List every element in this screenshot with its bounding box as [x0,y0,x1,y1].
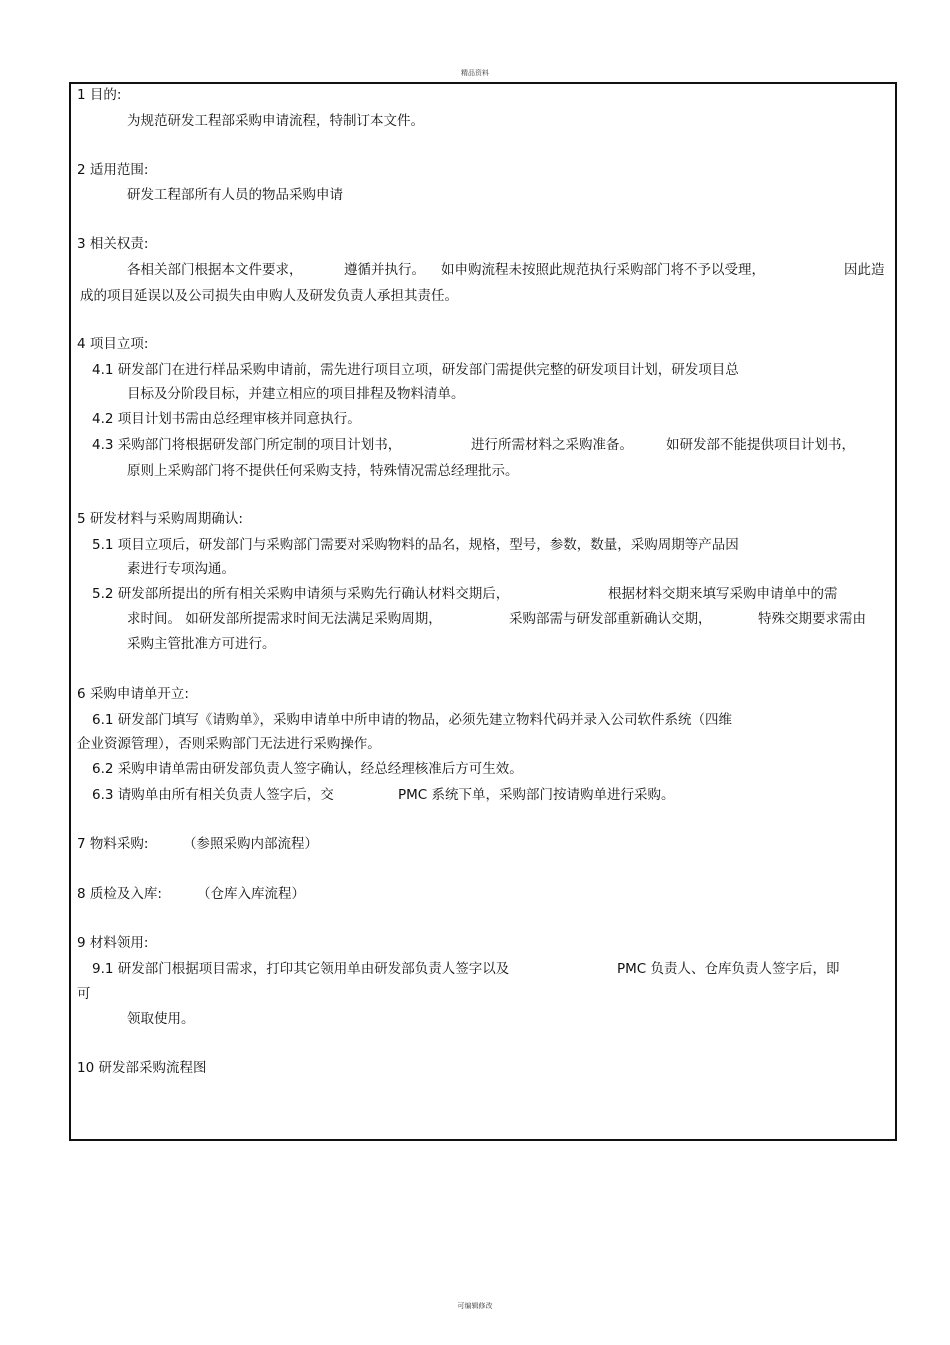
section-2-title: 2 适用范围: [77,162,149,178]
section-4-title: 4 项目立项: [77,336,149,352]
section-6-item2: 6.2 采购申请单需由研发部负责人签字确认，经总经理核准后方可生效。 [92,761,523,777]
section-8-title: 8 质检及入库: [77,886,162,902]
section-5-item2e: 特殊交期要求需由 [758,611,866,627]
section-3-title: 3 相关权责: [77,236,149,252]
section-3-line1c: 如申购流程未按照此规范执行采购部门将不予以受理， [441,262,765,278]
section-5-item1b: 素进行专项沟通。 [127,561,235,577]
section-6-item1a: 6.1 研发部门填写《请购单》，采购申请单中所申请的物品，必须先建立物料代码并录入公司软件系统（四维 [92,712,733,728]
section-5-item2c: 求时间。 如研发部所提需求时间无法满足采购周期， [127,611,442,627]
section-1-body: 为规范研发工程部采购申请流程，特制订本文件。 [127,113,424,129]
footer-note: 可编辑修改 [457,1302,493,1310]
section-6-item3a: 6.3 请购单由所有相关负责人签字后，交 [92,787,334,803]
section-3-line1a: 各相关部门根据本文件要求， [127,262,303,278]
section-9-item1c: 可 [77,986,91,1002]
section-9-item1b: PMC 负责人、仓库负责人签字后，即 [617,961,840,977]
section-8-note: （仓库入库流程） [197,886,305,902]
section-4-item3c: 如研发部不能提供项目计划书， [666,437,855,453]
section-5-item2f: 采购主管批准方可进行。 [127,636,276,652]
section-4-item2: 4.2 项目计划书需由总经理审核并同意执行。 [92,411,361,427]
section-3-line2: 成的项目延误以及公司损失由申购人及研发负责人承担其责任。 [80,288,458,304]
section-3-line1b: 遵循并执行。 [344,262,425,278]
section-5-item1a: 5.1 项目立项后，研发部门与采购部门需要对采购物料的品名，规格，型号，参数，数量，采购周期等产品因 [92,537,739,553]
section-6-title: 6 采购申请单开立: [77,686,189,702]
section-5-item2d: 采购部需与研发部重新确认交期， [509,611,712,627]
section-9-item1a: 9.1 研发部门根据项目需求，打印其它领用单由研发部负责人签字以及 [92,961,510,977]
section-5-item2b: 根据材料交期来填写采购申请单中的需 [608,586,838,602]
header-note: 精品资料 [461,69,489,77]
section-4-item3b: 进行所需材料之采购准备。 [471,437,633,453]
section-4-item1a: 4.1 研发部门在进行样品采购申请前，需先进行项目立项，研发部门需提供完整的研发项目计划，研发项目总 [92,362,739,378]
section-4-item3d: 原则上采购部门将不提供任何采购支持，特殊情况需总经理批示。 [127,463,519,479]
section-5-title: 5 研发材料与采购周期确认: [77,511,243,527]
section-3-line1d: 因此造 [844,262,885,278]
section-10-title: 10 研发部采购流程图 [77,1060,207,1076]
section-7-note: （参照采购内部流程） [183,836,318,852]
section-7-title: 7 物料采购: [77,836,149,852]
section-5-item2a: 5.2 研发部所提出的所有相关采购申请须与采购先行确认材料交期后， [92,586,510,602]
section-9-item1d: 领取使用。 [127,1011,195,1027]
section-9-title: 9 材料领用: [77,935,149,951]
section-2-body: 研发工程部所有人员的物品采购申请 [127,187,343,203]
section-1-title: 1 目的: [77,87,122,103]
section-4-item3a: 4.3 采购部门将根据研发部门所定制的项目计划书， [92,437,402,453]
section-4-item1b: 目标及分阶段目标，并建立相应的项目排程及物料清单。 [127,386,465,402]
section-6-item1b: 企业资源管理），否则采购部门无法进行采购操作。 [77,736,381,752]
section-6-item3b: PMC 系统下单，采购部门按请购单进行采购。 [398,787,675,803]
